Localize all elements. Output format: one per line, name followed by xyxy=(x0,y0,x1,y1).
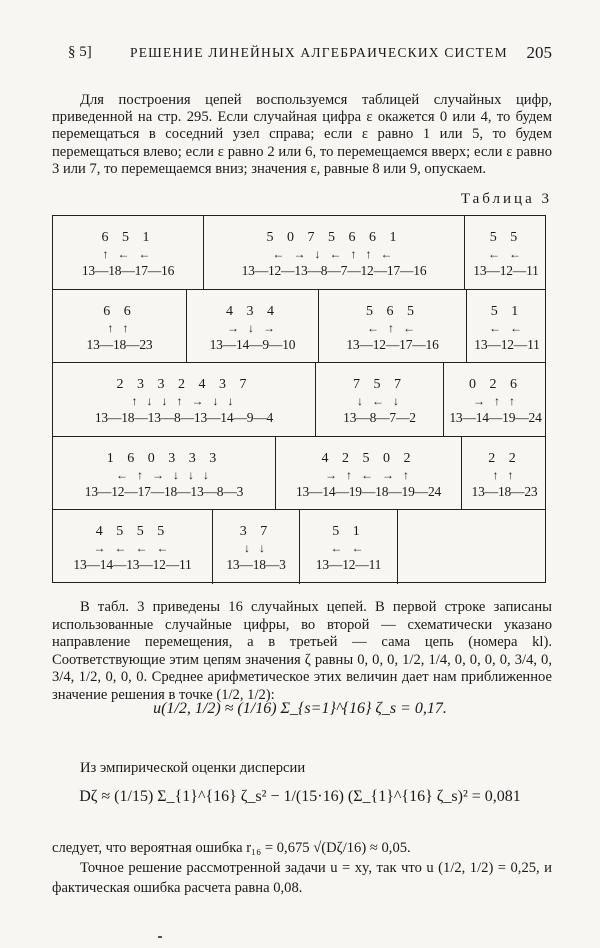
chain-cell xyxy=(53,216,204,289)
chain-cell-empty xyxy=(398,510,547,584)
page-header xyxy=(68,44,552,66)
chain-arrows: ← ← xyxy=(489,321,525,335)
chain-cell xyxy=(53,290,187,362)
chain-cell xyxy=(467,290,547,362)
chain-path: 13—18—23 xyxy=(86,337,153,352)
chain-digits: 5 0 7 5 6 6 1 xyxy=(266,230,402,245)
chain-arrows: ↓ ↓ xyxy=(244,541,268,555)
chain-cell xyxy=(204,216,465,289)
chain-digits: 6 5 1 xyxy=(101,230,155,245)
chain-cell xyxy=(53,510,213,584)
chain-path: 13—8—7—2 xyxy=(343,410,416,425)
chain-path: 13—18—13—8—13—14—9—4 xyxy=(94,410,274,425)
page-number: 205 xyxy=(526,43,552,62)
chain-path: 13—14—13—12—11 xyxy=(73,557,192,572)
chain-digits: 4 3 4 xyxy=(226,304,279,319)
chain-cell xyxy=(444,363,547,436)
chain-arrows: ← ← xyxy=(330,541,367,555)
chain-arrows: ↑ ↑ xyxy=(107,321,132,335)
chain-digits: 3 7 xyxy=(239,524,273,539)
chain-cell xyxy=(53,437,276,509)
chain-arrows: ← ↑ ← xyxy=(367,321,418,335)
exact-solution-line: Точное решение рассмотренной задачи u = xy, так что u (1/2, 1/2) = 0,25, и фактическая ошибка расчета равна 0,08. xyxy=(52,860,552,896)
chain-digits: 5 5 xyxy=(489,230,523,245)
running-title: РЕШЕНИЕ ЛИНЕЙНЫХ АЛГЕБРАИЧЕСКИХ СИСТЕМ xyxy=(130,45,508,60)
chain-cell xyxy=(319,290,467,362)
chain-cell xyxy=(465,216,547,289)
chain-path: 13—12—17—18—13—8—3 xyxy=(84,484,244,499)
dispersion-intro: Из эмпирической оценки дисперсии xyxy=(80,760,306,776)
chain-path: 13—18—23 xyxy=(471,484,538,499)
chain-cell xyxy=(53,363,316,436)
chain-arrows: → ↑ ← → ↑ xyxy=(325,468,412,482)
table-description-paragraph: В табл. 3 приведены 16 случайных цепей. В первой строке записаны использованные случайные цифры, во второй — схематически указано направление перемещения, а в третьей — сама цепь (номера kl). Соответствующие этим цепям значения ζ равны 0, 0, 0, 1/2, 1/4, 0, 0, 0, 0, 3/4, 0, 3/4, 1/2, 0, 0, 0. Среднее арифметическое этих величин дает нам приближенное значение решения в точке (1/2, 1/2): xyxy=(52,599,552,703)
chain-arrows: ← ← xyxy=(488,247,524,261)
print-speck xyxy=(158,936,162,938)
chain-arrows: ← ↑ → ↓ ↓ ↓ xyxy=(116,468,212,482)
formula-dispersion: Dζ ≈ (1/15) Σ_{1}^{16} ζ_s² − 1/(15·16) (Σ_{1}^{16} ζ_s)² = 0,081 xyxy=(79,788,521,805)
conclusion-paragraph xyxy=(52,838,552,898)
chain-arrows: ↑ ↑ xyxy=(492,468,517,482)
chain-arrows: → ← ← ← xyxy=(93,541,172,555)
table-row xyxy=(53,216,545,290)
chain-digits: 5 6 5 xyxy=(366,304,419,319)
chain-path: 13—14—9—10 xyxy=(209,337,296,352)
chain-path: 13—14—19—24 xyxy=(449,410,542,425)
chain-cell xyxy=(462,437,547,509)
chain-digits: 2 3 3 2 4 3 7 xyxy=(116,377,252,392)
table-row xyxy=(53,363,545,437)
chain-digits: 5 1 xyxy=(332,524,365,539)
chain-cell xyxy=(187,290,319,362)
chain-arrows: ↑ ← ← xyxy=(102,247,154,261)
table-row xyxy=(53,510,545,584)
chain-arrows: → ↑ ↑ xyxy=(473,394,518,408)
formula-mean: u(1/2, 1/2) ≈ (1/16) Σ_{s=1}^{16} ζ_s = 0,17. xyxy=(153,700,447,717)
section-marker: § 5] xyxy=(68,44,92,60)
chain-arrows: → ↓ → xyxy=(227,321,278,335)
chain-path: 13—12—13—8—7—12—17—16 xyxy=(241,263,427,278)
chain-digits: 5 1 xyxy=(490,304,524,319)
intro-paragraph: Для построения цепей воспользуемся таблицей случайных цифр, приведенной на стр. 295. Если случайная цифра ε окажется 0 или 4, то будем перемещаться в соседний узел справа; если ε равно 1 или 5, то будем перемещаться влево; если ε равно 2 или 6, то перемещаемся вверх; если ε равно 3 или 7, то перемещаемся вниз; значения ε, равные 8 или 9, опускаем. xyxy=(52,92,552,177)
chain-digits: 7 5 7 xyxy=(353,377,406,392)
table-label: Таблица 3 xyxy=(460,191,552,207)
chain-cell xyxy=(213,510,300,584)
chain-path: 13—12—11 xyxy=(473,263,539,278)
chain-digits: 2 2 xyxy=(488,451,521,466)
chain-cell xyxy=(276,437,462,509)
chain-path: 13—12—17—16 xyxy=(346,337,439,352)
chain-path: 13—12—11 xyxy=(474,337,540,352)
chain-path: 13—12—11 xyxy=(315,557,382,572)
chain-digits: 4 5 5 5 xyxy=(95,524,170,539)
chain-cell xyxy=(300,510,398,584)
chain-path: 13—18—17—16 xyxy=(81,263,175,278)
chain-arrows: ↑ ↓ ↓ ↑ → ↓ ↓ xyxy=(131,394,237,408)
chain-arrows: ↓ ← ↓ xyxy=(357,394,402,408)
chain-arrows: ← → ↓ ← ↑ ↑ ← xyxy=(272,247,396,261)
chain-path: 13—14—19—18—19—24 xyxy=(295,484,442,499)
error-line: следует, что вероятная ошибка r₁₆ = 0,675 √(Dζ/16) ≈ 0,05. xyxy=(52,840,411,856)
table-row xyxy=(53,437,545,510)
chain-digits: 0 2 6 xyxy=(469,377,522,392)
chain-digits: 6 6 xyxy=(103,304,136,319)
table-row xyxy=(53,290,545,363)
chain-digits: 4 2 5 0 2 xyxy=(321,451,416,466)
chains-table xyxy=(52,215,546,583)
chain-digits: 1 6 0 3 3 3 xyxy=(106,451,222,466)
chain-cell xyxy=(316,363,444,436)
chain-path: 13—18—3 xyxy=(226,557,286,572)
